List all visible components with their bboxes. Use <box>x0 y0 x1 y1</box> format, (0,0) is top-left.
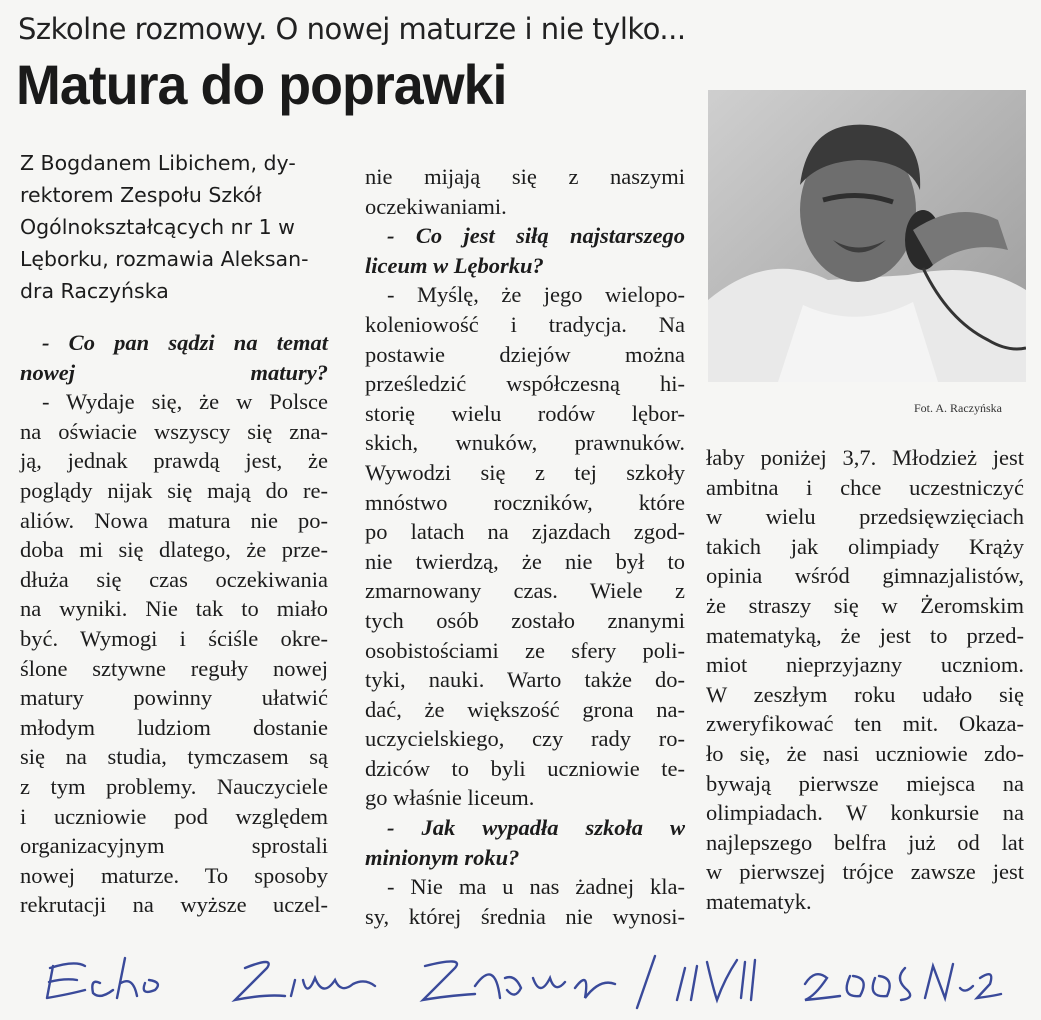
article-text-line: z tym problemy. Nauczyciele <box>20 773 328 799</box>
article-text-line: zmarnowany czas. Wiele z <box>365 578 685 604</box>
article-text-line: skich, wnuków, prawnuków. <box>365 430 685 456</box>
interview-question-line: - Co jest siłą najstarszego <box>387 223 685 249</box>
intro-line: rektorem Zespołu Szkół <box>20 183 262 207</box>
article-column-2 <box>365 162 685 931</box>
article-text-line: - Nie ma u nas żadnej kla- <box>387 874 685 900</box>
article-text-line: nowej maturze. To sposoby <box>20 862 328 888</box>
article-text-line: prześledzić współczesną hi- <box>365 371 685 397</box>
article-text-line: po latach na zjazdach zgod- <box>365 519 685 545</box>
article-text-line: że straszy się w Żeromskim <box>706 592 1024 618</box>
handwritten-note <box>45 938 1005 1010</box>
handwritten-note-scribble <box>45 938 1005 1010</box>
article-headline: Matura do poprawki <box>16 53 507 116</box>
intro-line: dra Raczyńska <box>20 279 169 303</box>
intro-line: Lęborku, rozmawia Aleksan- <box>20 247 309 271</box>
article-text-line: koleniowość i tradycja. Na <box>365 311 685 337</box>
article-text-line: takich jak olimpiady Krąży <box>706 533 1024 559</box>
article-text-line: oczekiwaniami. <box>365 193 507 219</box>
article-text-line: sy, której średnia nie wynosi- <box>365 903 685 929</box>
article-text-line: zweryfikować ten mit. Okaza- <box>706 711 1024 737</box>
article-text-line: nie mijają się z naszymi <box>365 164 685 189</box>
article-text-line: w pierwszej trójce zawsze jest <box>706 859 1024 885</box>
article-text-line: doba mi się dlatego, że prze- <box>20 537 328 563</box>
article-text-line: ją, jednak prawdą jest, że <box>20 448 328 474</box>
article-text-line: matury powinny ułatwić <box>20 685 328 711</box>
article-text-line: w wielu przedsięwzięciach <box>706 504 1024 530</box>
article-text-line: - Wydaje się, że w Polsce <box>42 389 328 415</box>
photo-caption: Fot. A. Raczyńska <box>914 401 1002 415</box>
article-text-line: i uczniowie pod względem <box>20 803 328 829</box>
article-text-line: - Myślę, że jego wielopo- <box>387 282 685 308</box>
article-text-line: organizacyjnym sprostali <box>20 833 328 859</box>
article-text-line: Wywodzi się z tej szkoły <box>365 459 685 485</box>
article-text-line: tyki, nauki. Warto także do- <box>365 667 685 693</box>
article-text-line: uczycielskiego, czy rady ro- <box>365 726 685 752</box>
interview-question-line: - Co pan sądzi na temat <box>42 330 328 355</box>
article-text-line: mnóstwo roczników, które <box>365 489 685 515</box>
article-text-line: być. Wymogi i ściśle okre- <box>20 625 328 651</box>
article-text-line: postawie dziejów można <box>365 341 685 367</box>
article-column-3 <box>706 443 1024 917</box>
article-text-line: na oświacie wszyscy się zna- <box>20 418 328 444</box>
article-text-line: osobistościami ze sfery poli- <box>365 637 685 663</box>
article-text-line: opinia wśród gimnazjalistów, <box>706 563 1024 589</box>
article-text-line: łaby poniżej 3,7. Młodzież jest <box>706 445 1024 470</box>
article-text-line: ślone sztywne reguły nowej <box>20 655 328 681</box>
article-text-line: dłuża się czas oczekiwania <box>20 566 328 592</box>
interview-question-line: minionym roku? <box>365 844 520 870</box>
article-text-line: bywają pierwsze miejsca na <box>706 770 1024 796</box>
article-text-line: tych osób zostało znanymi <box>365 607 685 633</box>
article-text-line: dziców to byli uczniowie te- <box>365 755 685 781</box>
article-text-line: miot nieprzyjazny uczniom. <box>706 652 1024 678</box>
article-text-line: go właśnie liceum. <box>365 785 535 811</box>
article-text-line: storię wielu rodów lębor- <box>365 400 685 426</box>
article-text-line: na wyniki. Nie tak to miało <box>20 596 328 622</box>
intro-line: Z Bogdanem Libichem, dy- <box>20 151 296 175</box>
article-text-line: ambitna i chce uczestniczyć <box>706 474 1024 500</box>
portrait-photo <box>708 90 1026 382</box>
article-text-line: dać, że większość grona na- <box>365 696 685 722</box>
article-text-line: najlepszego belfra już od lat <box>706 829 1024 855</box>
article-text-line: poglądy nijak się mają do re- <box>20 477 328 503</box>
intro-line: Ogólnokształcących nr 1 w <box>20 215 295 239</box>
article-text-line: młodym ludziom dostanie <box>20 714 328 740</box>
article-intro <box>20 147 320 307</box>
portrait-photo-illustration <box>708 90 1026 382</box>
article-text-line: ło się, że nasi uczniowie zdo- <box>706 740 1024 766</box>
article-column-1 <box>20 328 328 920</box>
interview-question-line: liceum w Lęborku? <box>365 252 544 278</box>
interview-question-line: nowej matury? <box>20 359 328 385</box>
article-kicker: Szkolne rozmowy. O nowej maturze i nie tylko... <box>18 12 686 46</box>
article-text-line: się na studia, tymczasem są <box>20 744 328 770</box>
interview-question-line: - Jak wypadła szkoła w <box>387 815 685 841</box>
article-text-line: matematyką, że jest to przed- <box>706 622 1024 648</box>
article-text-line: rekrutacji na wyższe uczel- <box>20 892 328 918</box>
article-text-line: W zeszłym roku udało się <box>706 681 1024 707</box>
article-text-line: matematyk. <box>706 888 812 914</box>
article-text-line: aliów. Nowa matura nie po- <box>20 507 328 533</box>
article-text-line: olimpiadach. W konkursie na <box>706 800 1024 826</box>
article-text-line: nie twierdzą, że nie był to <box>365 548 685 574</box>
